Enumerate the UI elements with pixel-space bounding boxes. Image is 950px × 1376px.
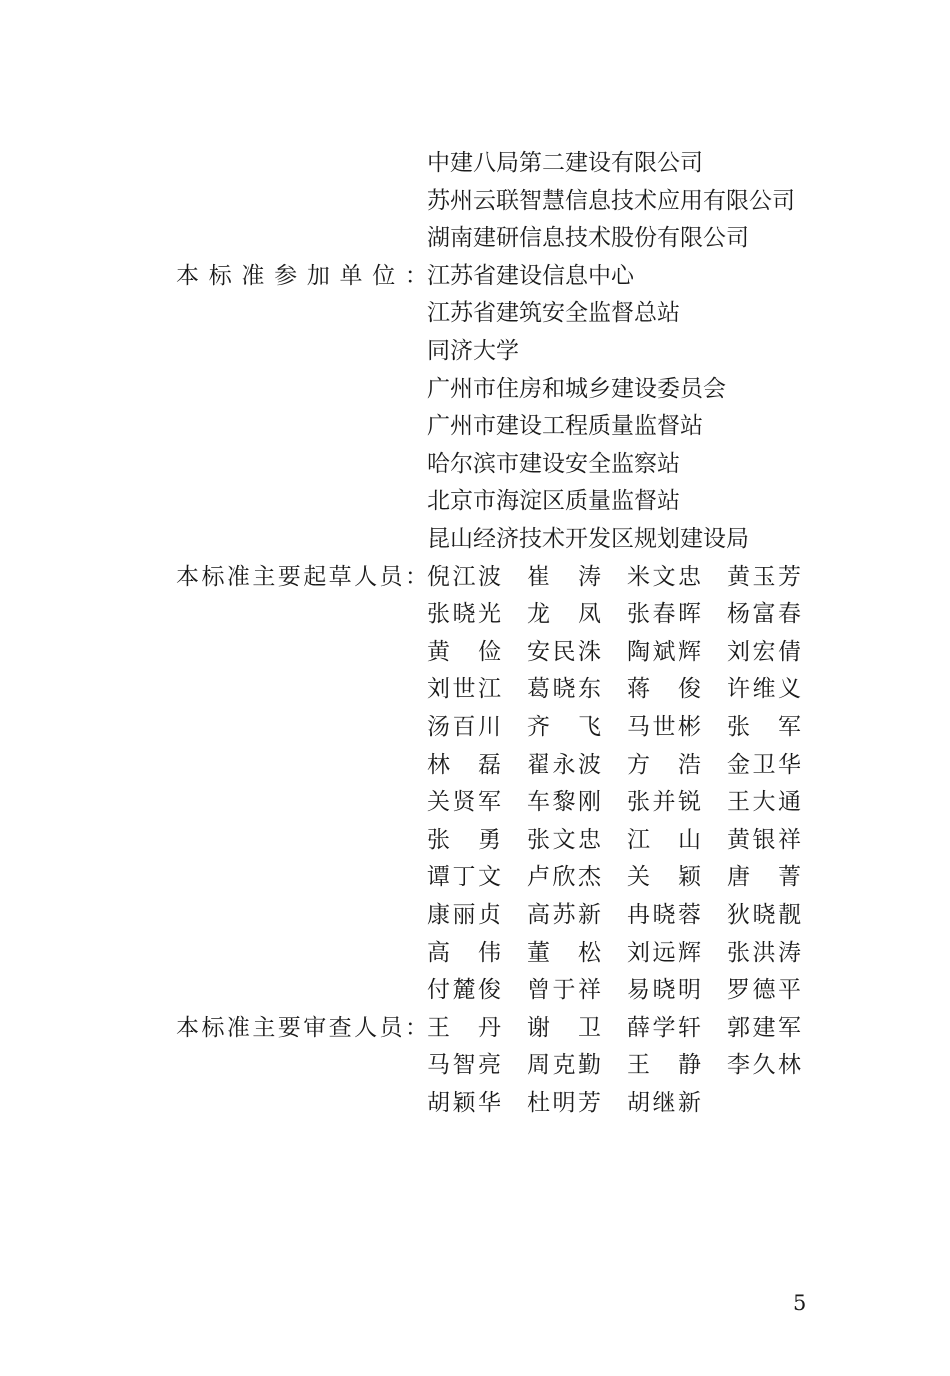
person-name: 杨 富 春 [727, 601, 801, 628]
label-char: 员 [379, 563, 403, 590]
label-char: 人 [354, 1014, 378, 1041]
organization-name: 北京市海淀区质量监督站 [427, 488, 680, 515]
organization-name: 广州市建设工程质量监督站 [427, 413, 703, 440]
organization-name: 哈尔滨市建设安全监察站 [427, 450, 680, 477]
person-name: 张 并 锐 [627, 789, 701, 816]
person-name: 许 维 义 [727, 676, 801, 703]
person-name: 陶 斌 辉 [627, 638, 701, 665]
label-char: ： [404, 1014, 428, 1041]
section-label [176, 559, 428, 596]
label-char: 标 [201, 563, 225, 590]
label-char: 要 [277, 1014, 301, 1041]
label-char: 准 [241, 262, 265, 289]
organization-name: 江苏省建筑安全监督总站 [427, 300, 680, 327]
label-char: 要 [277, 563, 301, 590]
person-name: 林 磊 [427, 751, 501, 778]
label-char: 起 [303, 563, 327, 590]
label-char: ： [404, 563, 428, 590]
person-name: 刘 宏 倩 [727, 638, 801, 665]
person-name: 张 洪 涛 [727, 939, 801, 966]
person-name: 汤 百 川 [427, 714, 501, 740]
person-name: 黄 俭 [427, 638, 501, 665]
page-number: 5 [793, 1291, 807, 1315]
person-name: 罗 德 平 [727, 977, 801, 1004]
label-char: 标 [208, 262, 232, 289]
organization-name: 江苏省建设信息中心 [427, 262, 634, 289]
label-char: 审 [303, 1014, 327, 1041]
label-char: 加 [306, 262, 330, 289]
person-name: 王 大 通 [727, 789, 801, 816]
label-char: 主 [252, 563, 276, 590]
person-name: 李 久 林 [727, 1052, 801, 1079]
label-char: 准 [226, 1014, 250, 1041]
person-name: 易 晓 明 [627, 977, 701, 1004]
section-label [176, 258, 428, 295]
person-name: 刘 世 江 [427, 676, 501, 703]
person-name: 冉 晓 蓉 [627, 902, 701, 928]
label-char: 本 [176, 563, 199, 590]
label-char: 单 [339, 262, 363, 289]
person-name: 刘 远 辉 [627, 939, 701, 966]
person-name: 倪 江 波 [427, 563, 501, 590]
person-name: 车 黎 刚 [527, 789, 601, 816]
person-name: 董 松 [527, 939, 601, 966]
person-name: 张 晓 光 [427, 601, 501, 628]
label-char: ： [404, 262, 428, 289]
organization-name: 同济大学 [427, 338, 519, 364]
label-char: 查 [328, 1014, 352, 1041]
label-char: 位 [372, 262, 396, 289]
organization-name: 昆山经济技术开发区规划建设局 [427, 526, 749, 552]
person-name: 张 文 忠 [527, 826, 601, 853]
person-name: 胡 颖 华 [427, 1090, 501, 1116]
person-name: 张 军 [727, 714, 801, 740]
person-name: 江 山 [627, 826, 701, 853]
label-char: 主 [252, 1014, 276, 1041]
person-name: 安 民 洙 [527, 638, 601, 665]
person-name: 关 颖 [627, 864, 701, 891]
person-name: 蒋 俊 [627, 676, 701, 703]
label-char: 员 [379, 1014, 403, 1041]
organization-name: 苏州云联智慧信息技术应用有限公司 [427, 187, 795, 214]
person-name: 龙 凤 [527, 601, 601, 628]
person-name: 谭 丁 文 [427, 864, 501, 891]
person-name: 付 麓 俊 [427, 977, 501, 1004]
person-name: 葛 晓 东 [527, 676, 601, 703]
person-name: 周 克 勤 [527, 1052, 601, 1079]
person-name: 王 丹 [427, 1014, 501, 1041]
person-name: 卢 欣 杰 [527, 864, 601, 891]
person-name: 薛 学 轩 [627, 1014, 701, 1041]
label-char: 参 [274, 262, 298, 289]
person-name: 谢 卫 [527, 1014, 601, 1041]
organization-name: 中建八局第二建设有限公司 [427, 150, 703, 176]
person-name: 金 卫 华 [727, 751, 801, 778]
person-name: 关 贤 军 [427, 789, 501, 816]
person-name: 米 文 忠 [627, 563, 701, 590]
person-name: 黄 玉 芳 [727, 563, 801, 590]
person-name: 崔 涛 [527, 563, 601, 590]
person-name: 方 浩 [627, 751, 701, 778]
person-name: 胡 继 新 [627, 1090, 701, 1116]
person-name: 黄 银 祥 [727, 826, 801, 853]
label-char: 人 [354, 563, 378, 590]
person-name: 狄 晓 靓 [727, 902, 801, 928]
person-name: 唐 菁 [727, 864, 801, 891]
person-name: 马 世 彬 [627, 714, 701, 740]
person-name: 张 春 晖 [627, 601, 701, 628]
section-label [176, 1010, 428, 1047]
organization-name: 湖南建研信息技术股份有限公司 [427, 225, 749, 252]
person-name: 郭 建 军 [727, 1014, 801, 1041]
person-name: 翟 永 波 [527, 751, 601, 778]
label-char: 标 [201, 1014, 225, 1041]
label-char: 本 [176, 1014, 199, 1041]
person-name: 高 伟 [427, 939, 501, 966]
person-name: 杜 明 芳 [527, 1090, 601, 1116]
organization-name: 广州市住房和城乡建设委员会 [427, 375, 726, 402]
label-char: 本 [176, 262, 199, 289]
person-name: 王 静 [627, 1052, 701, 1079]
person-name: 马 智 亮 [427, 1052, 501, 1079]
person-name: 张 勇 [427, 826, 501, 853]
person-name: 高 苏 新 [527, 902, 601, 928]
label-char: 准 [226, 563, 250, 590]
person-name: 曾 于 祥 [527, 977, 601, 1004]
label-char: 草 [328, 563, 352, 590]
person-name: 齐 飞 [527, 714, 601, 740]
person-name: 康 丽 贞 [427, 902, 501, 928]
